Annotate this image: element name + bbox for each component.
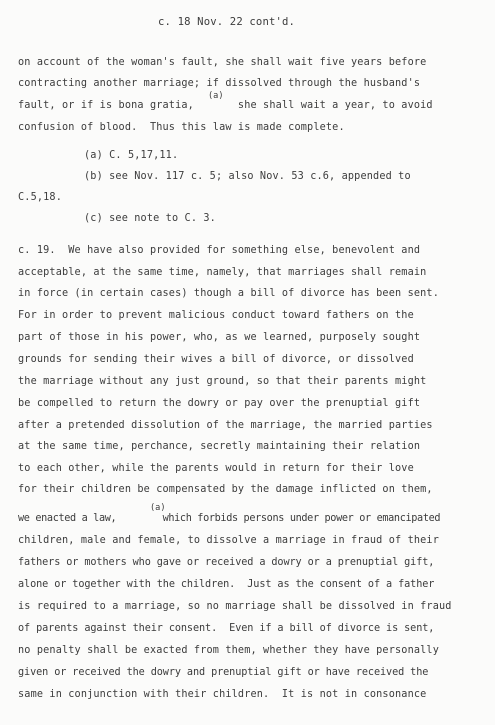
text-line: confusion of blood. Thus this law is made complete. bbox=[18, 122, 345, 133]
footnote-marker: (a) bbox=[150, 503, 166, 513]
footnote: C.5,18. bbox=[18, 192, 62, 203]
text-line: we enacted a law, which forbids persons under power or emancipated bbox=[18, 513, 441, 524]
text-line: given or received the dowry and prenuptial gift or have received the bbox=[18, 667, 429, 678]
text-line: after a pretended dissolution of the marriage, the married parties bbox=[18, 420, 433, 431]
text-line: fathers or mothers who gave or received a dowry or a prenuptial gift, bbox=[18, 557, 435, 568]
text-line: at the same time, perchance, secretly maintaining their relation bbox=[18, 441, 421, 452]
text-line: same in conjunction with their children. It is not in consonance bbox=[18, 689, 427, 700]
text-line: for their children be compensated by the damage inflicted on them, bbox=[18, 484, 433, 495]
text-line: For in order to prevent malicious conduct toward fathers on the bbox=[18, 310, 414, 321]
text-line: c. 19. We have also provided for something else, benevolent and bbox=[18, 245, 421, 256]
text-line: on account of the woman's fault, she shall wait five years before bbox=[18, 57, 427, 68]
footnote: (c) see note to C. 3. bbox=[84, 213, 216, 224]
text-line: alone or together with the children. Just as the consent of a father bbox=[18, 579, 435, 590]
text-line: no penalty shall be exacted from them, whether they have personally bbox=[18, 645, 439, 656]
footnote: (b) see Nov. 117 c. 5; also Nov. 53 c.6, appended to bbox=[84, 171, 411, 182]
text-line: part of those in his power, who, as we learned, purposely sought bbox=[18, 332, 421, 343]
footnote: (a) C. 5,17,11. bbox=[84, 150, 179, 161]
text-line: the marriage without any just ground, so that their parents might bbox=[18, 376, 427, 387]
text-line: of parents against their consent. Even if a bill of divorce is sent, bbox=[18, 623, 435, 634]
text-line: is required to a marriage, so no marriage shall be dissolved in fraud bbox=[18, 601, 452, 612]
text-line: in force (in certain cases) though a bill of divorce has been sent. bbox=[18, 288, 439, 299]
text-line: to each other, while the parents would in return for their love bbox=[18, 463, 414, 474]
text-line: grounds for sending their wives a bill of divorce, or dissolved bbox=[18, 354, 414, 365]
footnote-marker: (a) bbox=[208, 91, 224, 101]
text-line: fault, or if is bona gratia, she shall wait a year, to avoid bbox=[18, 100, 433, 111]
text-line: be compelled to return the dowry or pay over the prenuptial gift bbox=[18, 398, 421, 409]
page-header: c. 18 Nov. 22 cont'd. bbox=[158, 16, 296, 28]
text-line: children, male and female, to dissolve a marriage in fraud of their bbox=[18, 535, 439, 546]
text-line: acceptable, at the same time, namely, that marriages shall remain bbox=[18, 267, 427, 278]
text-line: contracting another marriage; if dissolved through the husband's bbox=[18, 78, 421, 89]
